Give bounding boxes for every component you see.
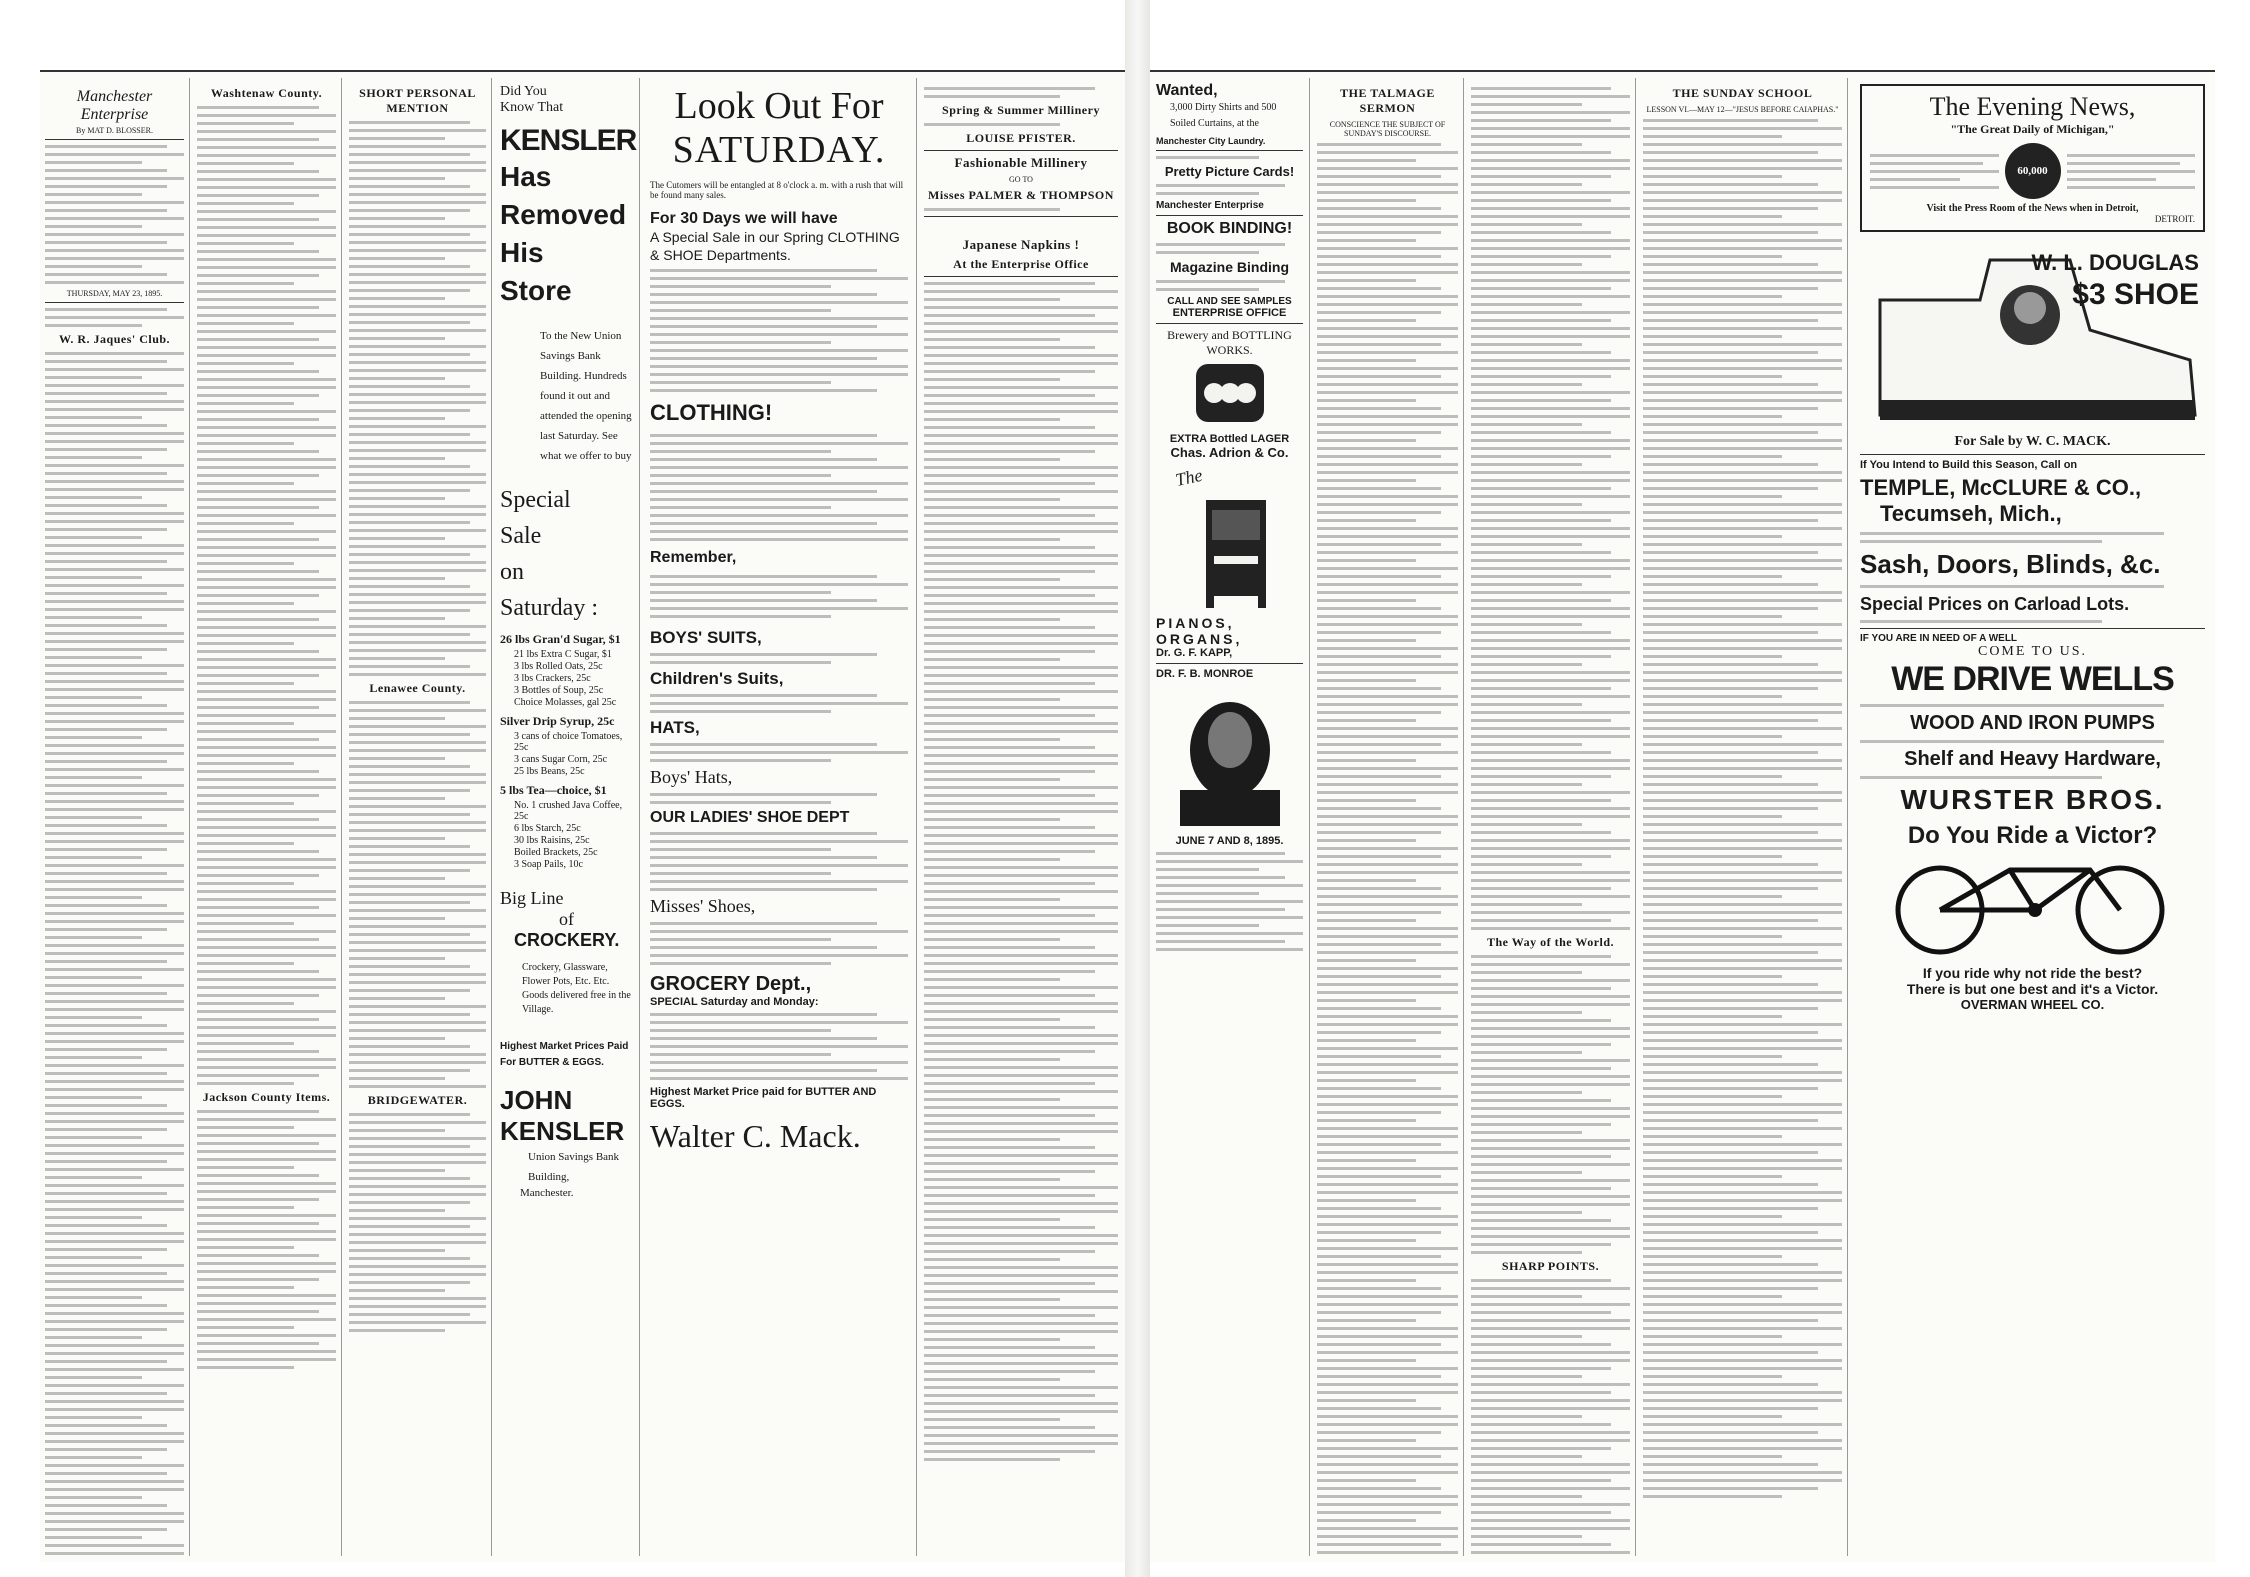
saturday-headline-2: SATURDAY. <box>672 129 886 171</box>
remember-heading: Remember, <box>650 549 737 566</box>
adrion-company: Chas. Adrion & Co. <box>1170 445 1289 460</box>
price-item: Silver Drip Syrup, 25c <box>500 714 615 728</box>
kensler-his: His <box>500 237 544 268</box>
club-heading: W. R. Jaques' Club. <box>58 332 171 346</box>
left-page <box>40 70 1125 1562</box>
evening-news-ad <box>1860 84 2205 232</box>
temple-town: Tecumseh, Mich., <box>1880 501 2062 526</box>
saturday-intro: The Cutomers will be entangled at 8 o'clock a. m. with a rush that will be found many sales. <box>650 180 904 200</box>
dirty-shirts: 3,000 Dirty Shirts and 500 Soiled Curtains, at the <box>1170 102 1277 129</box>
price-item: 3 lbs Rolled Oats, 25c <box>514 661 603 672</box>
kensler-ad <box>494 78 640 1556</box>
kensler-bank: Union Savings Bank Building, <box>528 1151 620 1183</box>
right-col-2 <box>1312 78 1464 1556</box>
right-page <box>1150 70 2215 1562</box>
price-item: 3 lbs Crackers, 25c <box>514 673 591 684</box>
well-need: IF YOU ARE IN NEED OF A WELL <box>1860 633 2018 644</box>
victor-question: Do You Ride a Victor? <box>1907 822 2158 849</box>
portrait-icon <box>1156 680 1304 830</box>
saturday-market: Highest Market Price paid for BUTTER AND EGGS. <box>650 1086 877 1110</box>
picture-cards: Pretty Picture Cards! <box>1164 164 1295 179</box>
enterprise-office-ad: ENTERPRISE OFFICE <box>1172 307 1287 319</box>
kensler-know-that: Know That <box>500 100 564 115</box>
special-line-2: Sale <box>500 523 542 549</box>
pianos-label: PIANOS, <box>1156 615 1235 631</box>
city-laundry: Manchester City Laundry. <box>1156 136 1266 146</box>
page-gutter <box>1125 0 1150 1577</box>
boys-suits-heading: BOYS' SUITS, <box>650 628 762 647</box>
saturday-sale: A Special Sale in our Spring CLOTHING & SHOE Departments. <box>650 229 900 263</box>
sunday-school-column <box>1638 78 1848 1556</box>
personal-mention-heading: SHORT PERSONAL MENTION <box>359 86 476 115</box>
price-item: 5 lbs Tea—choice, $1 <box>500 783 607 797</box>
grocery-sub: SPECIAL Saturday and Monday: <box>650 996 819 1008</box>
special-line-1: Special <box>500 487 571 513</box>
hats-heading: HATS, <box>650 718 700 737</box>
wood-iron-pumps: WOOD AND IRON PUMPS <box>1910 712 2155 734</box>
issue-date: THURSDAY, MAY 23, 1895. <box>66 289 163 298</box>
saturday-ad <box>642 78 917 1556</box>
washtenaw-heading: Washtenaw County. <box>210 86 323 100</box>
douglas-name: W. L. DOUGLAS <box>2031 250 2199 275</box>
enterprise-name: Manchester Enterprise <box>1156 200 1264 211</box>
clothing-heading: CLOTHING! <box>650 400 773 425</box>
pfister-name: LOUISE PFISTER. <box>966 131 1076 145</box>
svg-text:The: The <box>1173 464 1205 491</box>
kensler-name-2: KENSLER <box>500 1116 625 1146</box>
price-item: 26 lbs Gran'd Sugar, $1 <box>500 632 621 646</box>
crockery-line-3: CROCKERY. <box>514 930 620 950</box>
childrens-suits-heading: Children's Suits, <box>650 669 784 688</box>
kensler-market: Highest Market Prices Paid For BUTTER & EGGS. <box>500 1041 629 1068</box>
douglas-shoe-ad <box>1860 240 2205 450</box>
saturday-days: For 30 Days we will have <box>650 210 838 227</box>
wurster-bros: WURSTER BROS. <box>1900 784 2165 815</box>
monroe-name: DR. F. B. MONROE <box>1156 668 1254 680</box>
price-item: 3 Soap Pails, 10c <box>514 859 583 870</box>
kensler-location: To the New Union Savings Bank Building. Hundreds found it out and attended the opening last Saturday. See what we offer to buy <box>540 330 632 462</box>
kensler-has: Has <box>500 161 552 192</box>
book-binding: BOOK BINDING! <box>1166 220 1293 237</box>
boys-hats-heading: Boys' Hats, <box>650 767 733 787</box>
millinery-heading: Spring & Summer Millinery <box>942 103 1100 117</box>
douglas-sale: For Sale by W. C. MACK. <box>1954 434 2111 449</box>
price-item: 21 lbs Extra C Sugar, $1 <box>514 649 612 660</box>
misses-shoes-heading: Misses' Shoes, <box>650 896 756 916</box>
right-col-1 <box>1150 78 1310 1556</box>
crockery-line-1: Big Line <box>500 888 564 908</box>
organ-icon <box>1156 460 1304 610</box>
kensler-store: Store <box>500 275 572 306</box>
call-samples: CALL AND SEE SAMPLES <box>1167 296 1292 307</box>
price-item: 3 cans of choice Tomatoes, 25c <box>514 731 623 753</box>
kensler-price-list <box>500 632 633 870</box>
left-col-2 <box>192 78 342 1556</box>
magazine-binding: Magazine Binding <box>1170 259 1289 275</box>
price-item: 3 cans Sugar Corn, 25c <box>514 754 608 765</box>
left-col-1 <box>40 78 190 1556</box>
left-col-3 <box>344 78 492 1556</box>
special-line-3: on <box>500 559 524 585</box>
talmage-sub: CONSCIENCE THE SUBJECT OF SUNDAY'S DISCOURSE. <box>1329 120 1446 138</box>
price-item: 6 lbs Starch, 25c <box>514 823 581 834</box>
sunday-school-lesson: LESSON VI.—MAY 12—"JESUS BEFORE CAIAPHAS." <box>1646 105 1839 114</box>
bridgewater-heading: BRIDGEWATER. <box>367 1093 468 1107</box>
temple-name: TEMPLE, McCLURE & CO., <box>1860 475 2142 500</box>
palmer-thompson: Misses PALMER & THOMPSON <box>928 188 1114 202</box>
price-item: Choice Molasses, gal 25c <box>514 697 617 708</box>
bicycle-icon <box>1860 850 2205 960</box>
victor-line-2: There is but one best and it's a Victor. <box>1906 981 2159 997</box>
jackson-heading: Jackson County Items. <box>202 1090 331 1104</box>
evening-news-city: DETROIT. <box>2154 214 2195 224</box>
way-of-world-heading: The Way of the World. <box>1486 935 1615 949</box>
kensler-did-you: Did You <box>500 84 547 99</box>
extra-lager: EXTRA Bottled LAGER <box>1169 433 1290 445</box>
talmage-heading: THE TALMAGE SERMON <box>1340 86 1435 115</box>
shelf-hardware: Shelf and Heavy Hardware, <box>1904 748 2161 770</box>
saturday-headline-1: Look Out For <box>674 85 884 127</box>
bottles-icon <box>1156 358 1304 428</box>
kapp-name: Dr. G. F. KAPP, <box>1156 647 1233 659</box>
victor-line-1: If you ride why not ride the best? <box>1922 965 2143 981</box>
byline: By MAT D. BLOSSER. <box>76 126 153 135</box>
special-line-4: Saturday : <box>500 595 598 621</box>
lenawee-heading: Lenawee County. <box>369 681 466 695</box>
crockery-line-2: of <box>559 909 574 929</box>
sunday-school-heading: THE SUNDAY SCHOOL <box>1672 86 1813 100</box>
come-to-us: COME TO US. <box>1977 644 2087 659</box>
price-item: No. 1 crushed Java Coffee, 25c <box>514 800 623 822</box>
monroe-dates: JUNE 7 AND 8, 1895. <box>1175 835 1284 847</box>
price-item: 25 lbs Beans, 25c <box>514 766 585 777</box>
circulation-badge: 60,000 <box>2005 143 2061 199</box>
right-ads-column <box>1850 78 2215 1556</box>
evening-news-subtitle: "The Great Daily of Michigan," <box>1950 122 2115 136</box>
brewery-heading: Brewery and BOTTLING WORKS. <box>1167 328 1292 357</box>
masthead: Manchester Enterprise <box>76 88 153 123</box>
kensler-name: KENSLER <box>500 124 637 157</box>
sash-doors: Sash, Doors, Blinds, &c. <box>1860 549 2161 579</box>
grocery-heading: GROCERY Dept., <box>650 973 812 995</box>
sharp-points-heading: SHARP POINTS. <box>1501 1259 1600 1273</box>
left-col-6 <box>919 78 1123 1556</box>
evening-news-visit: Visit the Press Room of the News when in Detroit, <box>1926 203 2139 214</box>
price-item: 30 lbs Raisins, 25c <box>514 835 590 846</box>
go-to: GO TO <box>1009 175 1033 184</box>
right-col-3 <box>1466 78 1636 1556</box>
temple-intro: If You Intend to Build this Season, Call on <box>1860 459 2078 471</box>
crockery-text: Crockery, Glassware, Flower Pots, Etc. Etc. Goods delivered free in the Village. <box>522 962 631 1015</box>
evening-news-title: The Evening News, <box>1929 92 2136 121</box>
carload-prices: Special Prices on Carload Lots. <box>1860 594 2130 614</box>
wanted-heading: Wanted, <box>1156 82 1218 99</box>
shoe-dept-heading: OUR LADIES' SHOE DEPT <box>650 809 850 826</box>
douglas-shoe: $3 SHOE <box>2072 278 2199 311</box>
we-drive-wells: WE DRIVE WELLS <box>1891 660 2174 698</box>
organs-label: ORGANS, <box>1156 631 1243 647</box>
price-item: 3 Bottles of Soup, 25c <box>514 685 604 696</box>
kensler-town: Manchester. <box>520 1187 574 1199</box>
japanese-napkins: Japanese Napkins ! <box>962 237 1080 252</box>
kensler-removed: Removed <box>500 199 627 230</box>
overman-wheel: OVERMAN WHEEL CO. <box>1960 997 2105 1012</box>
enterprise-office: At the Enterprise Office <box>953 257 1089 271</box>
walter-mack-signature: Walter C. Mack. <box>650 1118 861 1154</box>
fashionable-millinery: Fashionable Millinery <box>954 155 1088 170</box>
kensler-john: JOHN <box>500 1085 573 1115</box>
price-item: Boiled Brackets, 25c <box>514 847 598 858</box>
